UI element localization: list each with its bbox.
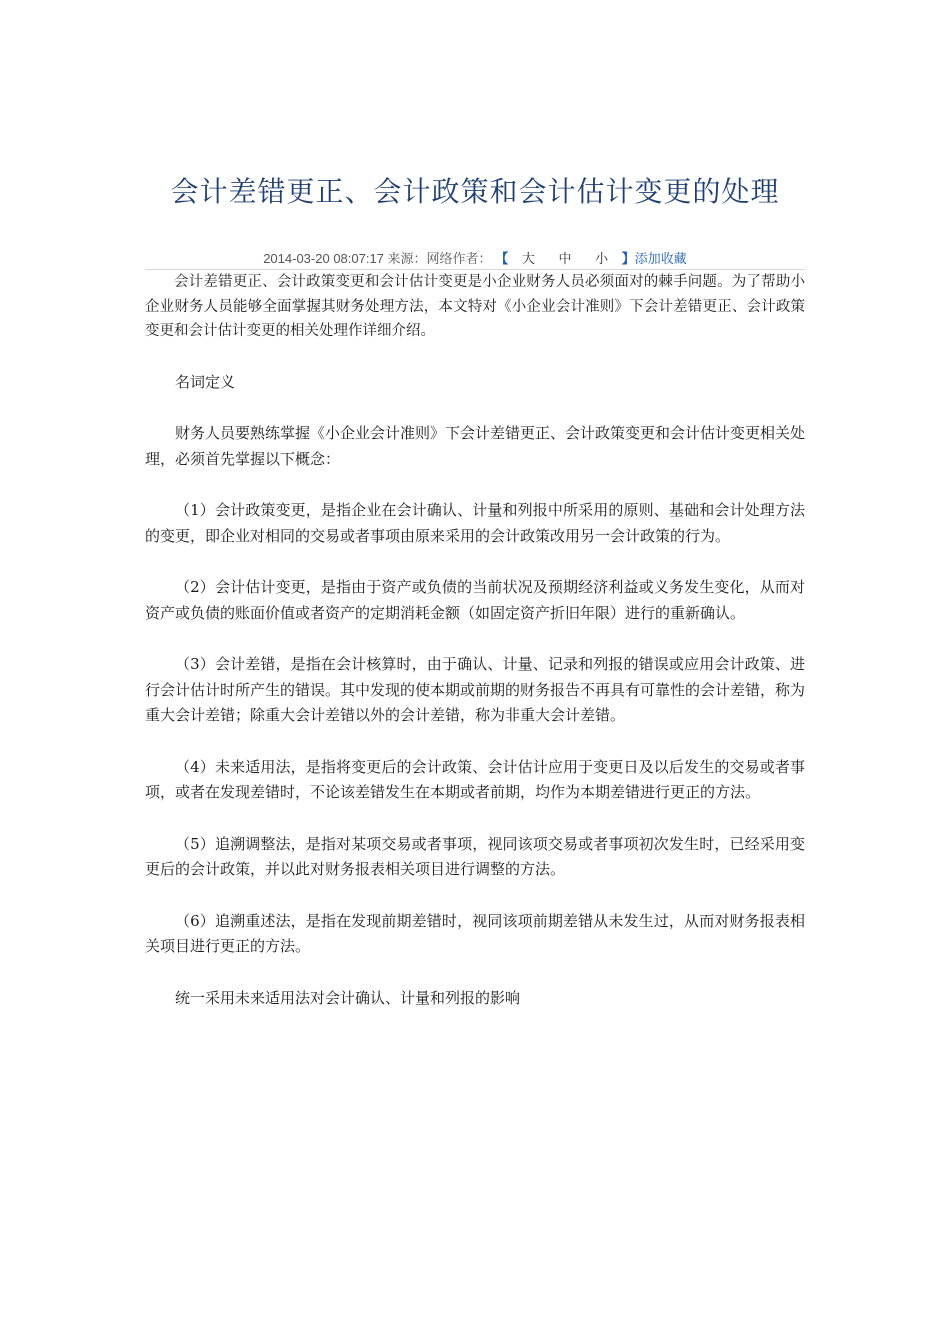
intro-paragraph: 会计差错更正、会计政策变更和会计估计变更是小企业财务人员必须面对的棘手问题。为了帮助小企业财务人员能够全面掌握其财务处理方法，本文特对《小企业会计准则》下会计差错更正、会计政策变更和会计估计变更的相关处理作详细介绍。	[145, 274, 805, 339]
source-label: 来源：网络作者：	[387, 251, 492, 266]
definitions-lead-paragraph: 财务人员要熟练掌握《小企业会计准则》下会计差错更正、会计政策变更和会计估计变更相关处理，必须首先掌握以下概念：	[145, 424, 806, 468]
add-favorite-link[interactable]: 添加收藏	[634, 251, 687, 266]
font-size-large-button[interactable]: 大	[521, 251, 535, 266]
font-size-medium-button[interactable]: 中	[558, 251, 572, 266]
definition-item-5: （5）追溯调整法，是指对某项交易或者事项，视同该项交易或者事项初次发生时，已经采用变更后的会计政策，并以此对财务报表相关项目进行调整的方法。	[145, 834, 805, 878]
article-meta	[0, 248, 950, 267]
definition-item-2: （2）会计估计变更，是指由于资产或负债的当前状况及预期经济利益或义务发生变化，从而对资产或负债的账面价值或者资产的定期消耗金额（如固定资产折旧年限）进行的重新确认。	[145, 578, 805, 622]
font-size-small-button[interactable]: 小	[595, 251, 609, 266]
article-title: 会计差错更正、会计政策和会计估计变更的处理	[170, 175, 780, 208]
article-body	[145, 270, 805, 1037]
font-size-bracket-open: 【	[495, 251, 509, 266]
publish-date: 2014-03-20 08:07:17	[263, 251, 384, 266]
definition-item-1: （1）会计政策变更，是指企业在会计确认、计量和列报中所采用的原则、基础和会计处理方法的变更，即企业对相同的交易或者事项由原来采用的会计政策改用另一会计政策的行为。	[145, 501, 805, 545]
definition-item-3: （3）会计差错，是指在会计核算时，由于确认、计量、记录和列报的错误或应用会计政策、进行会计估计时所产生的错误。其中发现的使本期或前期的财务报告不再具有可靠性的会计差错，称为重大会计差错；除重大会计差错以外的会计差错，称为非重大会计差错。	[145, 655, 806, 724]
section-heading-definitions: 名词定义	[175, 372, 236, 391]
definition-item-6: （6）追溯重述法，是指在发现前期差错时，视同该项前期差错从未发生过，从而对财务报表相关项目进行更正的方法。	[145, 911, 805, 955]
section-heading-future-method: 统一采用未来适用法对会计确认、计量和列报的影响	[175, 988, 521, 1007]
definition-item-4: （4）未来适用法，是指将变更后的会计政策、会计估计应用于变更日及以后发生的交易或者事项，或者在发现差错时，不论该差错发生在本期或者前期，均作为本期差错进行更正的方法。	[145, 757, 805, 801]
font-size-bracket-close: 】	[621, 251, 635, 266]
